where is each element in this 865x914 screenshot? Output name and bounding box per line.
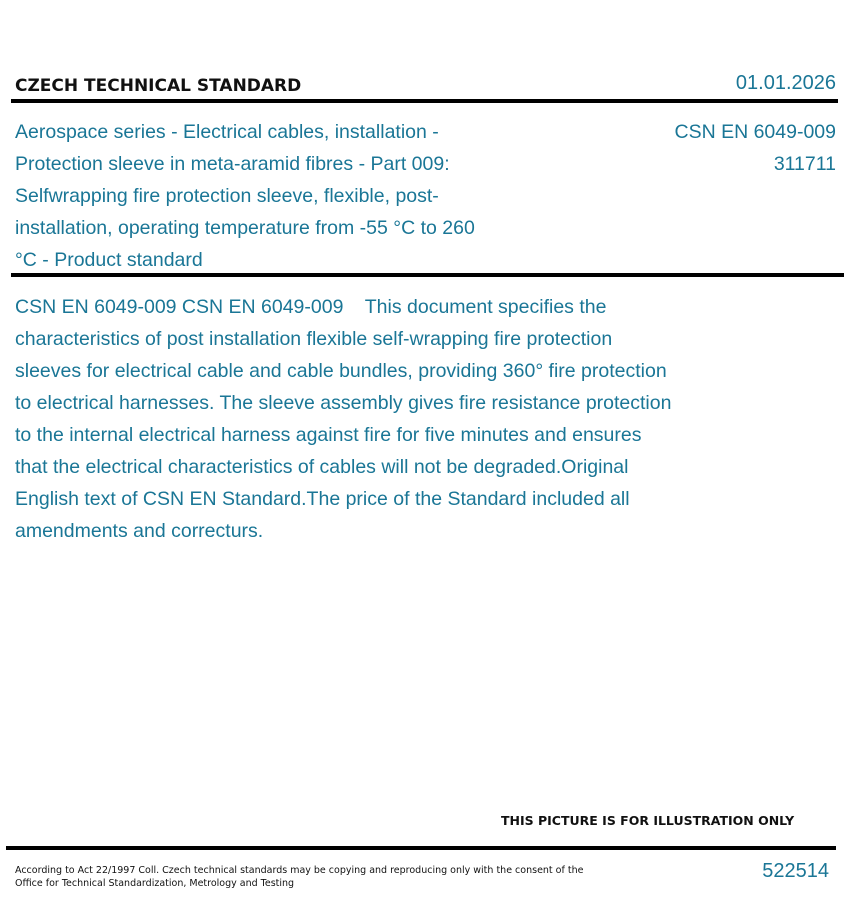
- header-divider: [11, 99, 838, 103]
- footer-number: 522514: [762, 860, 829, 882]
- illustration-note: THIS PICTURE IS FOR ILLUSTRATION ONLY: [501, 813, 795, 828]
- standard-code: CSN EN 6049-009: [674, 121, 836, 143]
- footer-legal-text: According to Act 22/1997 Coll. Czech technical standards may be copying and reproducing only with the consent of the Office for Technical Standardization, Metrology and Testing: [15, 865, 584, 889]
- standard-description: CSN EN 6049-009 CSN EN 6049-009 This document specifies the characteristics of post installation flexible self-wrapping fire protection sleeves for electrical cable and cable bundles, providing 360° fire protection to electrical harnesses. The sleeve assembly gives fire resistance protection to the internal electrical harness against fire for five minutes and ensures that the electrical characteristics of cables will not be degraded.Original English text of CSN EN Standard.The price of the Standard included all amendments and correcturs.: [15, 296, 677, 542]
- standard-title: Aerospace series - Electrical cables, installation - Protection sleeve in meta-aramid fibres - Part 009: Selfwrapping fire protection sleeve, flexible, post-installation, operating temperature from -55 °C to 260 °C - Product standard: [15, 121, 475, 271]
- footer-divider: [6, 846, 836, 850]
- title-divider: [11, 273, 844, 277]
- header-date: 01.01.2026: [735, 72, 836, 94]
- header-title: CZECH TECHNICAL STANDARD: [15, 76, 302, 96]
- catalog-number: 311711: [773, 153, 836, 175]
- standard-code-block: [674, 116, 836, 180]
